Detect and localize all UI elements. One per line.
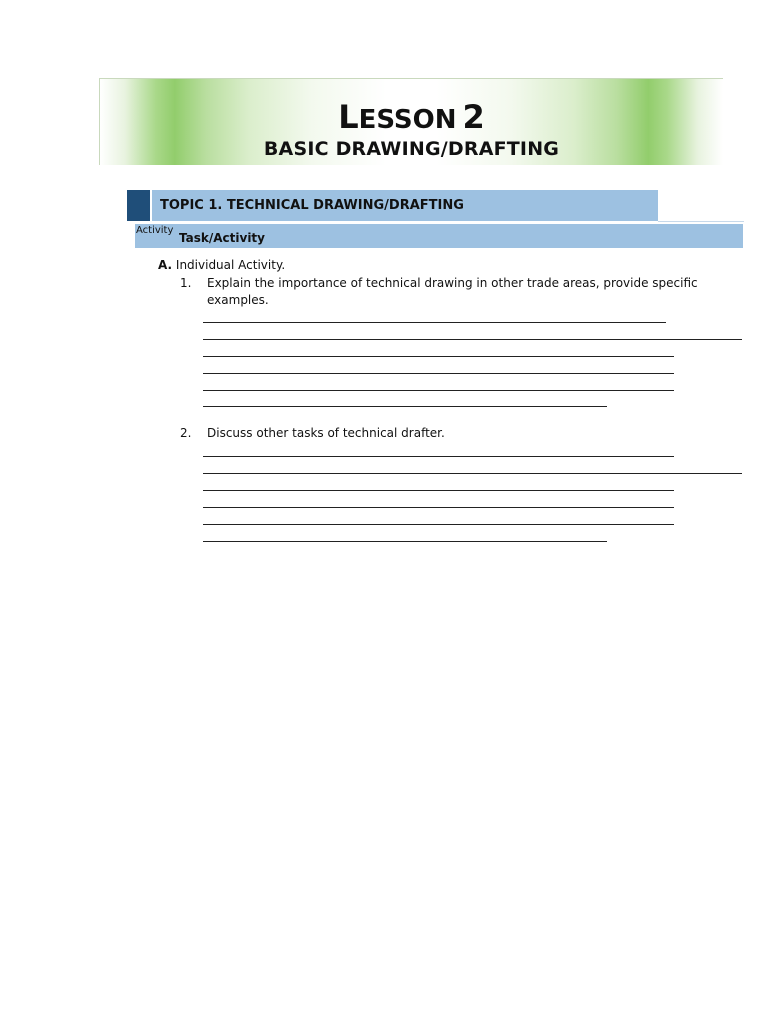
answer-line[interactable] [203, 339, 742, 340]
topic-divider [658, 221, 744, 222]
activity-tag: Activity [136, 225, 174, 236]
question-number: 1. [180, 276, 192, 290]
answer-line[interactable] [203, 390, 674, 391]
section-title: Individual Activity. [175, 258, 286, 272]
section-heading [158, 258, 285, 272]
lesson-title-initial: L [338, 98, 359, 136]
lesson-title-rest: ESSON [358, 105, 457, 135]
answer-line[interactable] [203, 373, 674, 374]
answer-line[interactable] [203, 456, 674, 457]
topic-marker [127, 190, 150, 221]
question-text: Discuss other tasks of technical drafter. [207, 426, 445, 440]
answer-line[interactable] [203, 524, 674, 525]
lesson-number: 2 [462, 98, 485, 136]
activity-title: Task/Activity [179, 231, 265, 245]
answer-line[interactable] [203, 541, 607, 542]
answer-line[interactable] [203, 507, 674, 508]
lesson-title [100, 98, 723, 136]
answer-line[interactable] [203, 356, 674, 357]
answer-line[interactable] [203, 322, 666, 323]
answer-line[interactable] [203, 406, 607, 407]
answer-line[interactable] [203, 490, 674, 491]
topic-title: TOPIC 1. TECHNICAL DRAWING/DRAFTING [152, 190, 658, 221]
question-number: 2. [180, 426, 192, 440]
lesson-banner [99, 78, 723, 165]
lesson-subtitle: BASIC DRAWING/DRAFTING [263, 138, 560, 160]
activity-header [135, 224, 743, 248]
question-text: Explain the importance of technical drawing in other trade areas, provide specific examples. [207, 276, 698, 307]
answer-line[interactable] [203, 473, 742, 474]
section-letter: A. [158, 258, 173, 272]
